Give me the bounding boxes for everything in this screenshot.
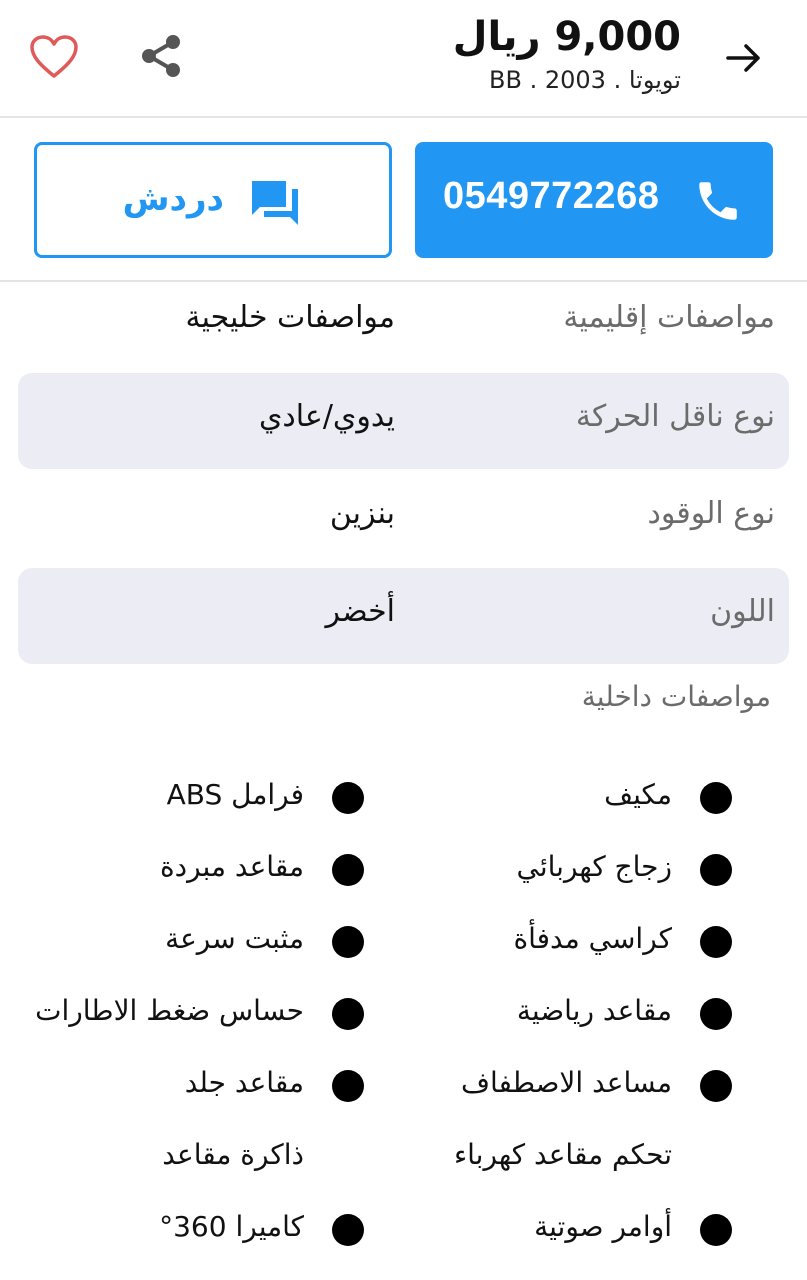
phone-number: 0549772268: [443, 175, 660, 217]
chat-icon: [248, 177, 304, 229]
feature-item: [420, 768, 807, 828]
spec-label: مواصفات إقليمية: [563, 300, 775, 335]
bullet-dot-icon: [332, 1214, 364, 1246]
feature-label: أوامر صوتية: [534, 1210, 672, 1243]
feature-item: [420, 1200, 807, 1260]
feature-label: مقاعد جلد: [184, 1066, 304, 1099]
share-icon: [137, 32, 185, 80]
feature-item: [420, 1128, 807, 1188]
spec-value: مواصفات خليجية: [185, 300, 395, 335]
feature-label: مكيف: [604, 778, 672, 811]
feature-item: [0, 840, 420, 900]
feature-item: [0, 1200, 420, 1260]
bullet-dot-icon: [700, 1214, 732, 1246]
arrow-right-icon: [722, 36, 766, 80]
bullet-dot-icon: [332, 998, 364, 1030]
feature-label: زجاج كهربائي: [516, 850, 672, 883]
feature-label: كاميرا 360°: [159, 1210, 304, 1243]
chat-label: دردش: [122, 179, 224, 219]
contact-actions: [0, 120, 807, 282]
bullet-dot-icon: [700, 854, 732, 886]
back-button[interactable]: [716, 30, 772, 86]
feature-item: [420, 840, 807, 900]
spec-value: أخضر: [325, 594, 395, 629]
feature-label: فرامل ABS: [166, 778, 304, 811]
feature-item: [0, 1128, 420, 1188]
feature-item: [420, 984, 807, 1044]
feature-label: مساعد الاصطفاف: [460, 1066, 672, 1099]
feature-label: مقاعد رياضية: [516, 994, 672, 1027]
spec-label: اللون: [710, 594, 775, 629]
bullet-dot-icon: [332, 854, 364, 886]
feature-label: تحكم مقاعد كهرباء: [453, 1138, 672, 1171]
spec-row-fuel-type: [18, 470, 789, 566]
spec-row-regional-specs: [18, 274, 789, 370]
share-button[interactable]: [133, 28, 189, 84]
bullet-dot-icon: [700, 998, 732, 1030]
bullet-dot-icon: [332, 926, 364, 958]
heart-outline-icon: [29, 34, 79, 80]
feature-label: كراسي مدفأة: [513, 922, 672, 955]
spec-row-transmission: [18, 373, 789, 469]
feature-label: مثبت سرعة: [165, 922, 304, 955]
chat-button[interactable]: [34, 142, 392, 258]
bullet-dot-icon: [700, 782, 732, 814]
spec-value: يدوي/عادي: [258, 399, 395, 434]
feature-item: [420, 912, 807, 972]
feature-label: حساس ضغط الاطارات: [35, 994, 304, 1027]
bullet-dot-icon: [700, 1070, 732, 1102]
feature-item: [0, 984, 420, 1044]
feature-label: مقاعد مبردة: [159, 850, 304, 883]
feature-item: [420, 1056, 807, 1116]
call-button[interactable]: [415, 142, 773, 258]
listing-subtitle: تويوتا . 2003 . BB: [489, 66, 681, 94]
bullet-dot-icon: [700, 926, 732, 958]
spec-row-color: [18, 568, 789, 664]
bullet-dot-icon: [332, 1070, 364, 1102]
spec-label: نوع الوقود: [647, 496, 775, 531]
bullet-dot-icon: [332, 782, 364, 814]
spec-value: بنزين: [329, 496, 395, 531]
feature-item: [0, 912, 420, 972]
favorite-button[interactable]: [25, 28, 83, 86]
feature-label: ذاكرة مقاعد: [162, 1138, 304, 1171]
feature-item: [0, 768, 420, 828]
phone-icon: [693, 176, 743, 226]
spec-label: نوع ناقل الحركة: [575, 399, 775, 434]
top-bar: [0, 0, 807, 118]
interior-specs-title: مواصفات داخلية: [581, 680, 771, 713]
listing-price: 9,000 ريال: [452, 14, 681, 60]
interior-features-list: [0, 760, 807, 1270]
feature-item: [0, 1056, 420, 1116]
